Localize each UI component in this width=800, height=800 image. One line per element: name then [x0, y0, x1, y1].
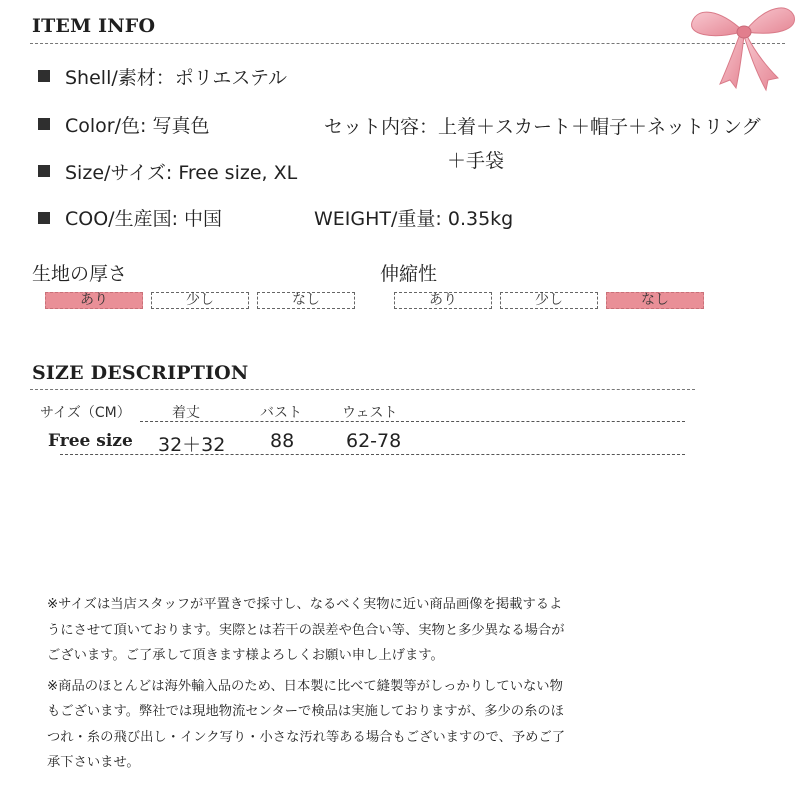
size-header-waist: ウェスト	[342, 405, 398, 421]
size-row-waist: 62-78	[346, 430, 402, 452]
note-line: うにさせて頂いております。実際とは若干の誤差や色合い等、実物と多少異なる場合が	[47, 622, 565, 638]
size-row-underline	[60, 454, 685, 455]
thickness-option-ari: あり	[45, 292, 143, 309]
size-header-underline	[140, 421, 685, 422]
bullet-icon	[38, 212, 50, 224]
shell-material: Shell/素材：ポリエステル	[65, 67, 288, 89]
set-contents: セット内容：上着＋スカート＋帽子＋ネットリング	[324, 116, 761, 138]
bullet-icon	[38, 165, 50, 177]
stretch-label: 伸縮性	[380, 263, 438, 285]
stretch-option-ari: あり	[394, 292, 492, 309]
size-header-length: 着丈	[172, 405, 200, 421]
size-description-divider	[30, 389, 695, 390]
size-info: Size/サイズ: Free size, XL	[65, 162, 298, 184]
notes-block	[47, 592, 565, 776]
size-header-bust: バスト	[260, 405, 302, 421]
fabric-thickness-label: 生地の厚さ	[32, 263, 128, 285]
size-row-bust: 88	[270, 430, 295, 452]
set-contents-cont: ＋手袋	[447, 150, 505, 172]
note-line: つれ・糸の飛び出し・インク写り・小さな汚れ等ある場合もございますので、予めご了	[47, 729, 566, 745]
thickness-option-nashi: なし	[257, 292, 355, 309]
coo-info: COO/生産国: 中国	[65, 208, 223, 230]
item-info-heading: ITEM INFO	[32, 15, 156, 37]
note-line: 承下さいませ。	[47, 755, 140, 770]
size-header-size: サイズ（CM）	[40, 405, 131, 421]
ribbon-bow-icon	[680, 0, 800, 92]
note-line: もございます。弊社では現地物流センターで検品は実施しておりますが、多少の糸のほ	[47, 704, 564, 719]
weight-info: WEIGHT/重量: 0.35kg	[314, 208, 514, 230]
stretch-option-sukoshi: 少し	[500, 292, 598, 309]
thickness-option-sukoshi: 少し	[151, 292, 249, 309]
color-info: Color/色: 写真色	[65, 115, 210, 137]
size-row-label: Free size	[48, 431, 133, 451]
note-line: ※商品のほとんどは海外輸入品のため、日本製に比べて縫製等がしっかりしていない物	[47, 678, 563, 694]
size-description-heading: SIZE DESCRIPTION	[32, 362, 249, 384]
bullet-icon	[38, 70, 50, 82]
note-line: ございます。ご了承して頂きます様よろしくお願い申し上げます。	[47, 648, 444, 663]
item-info-divider	[30, 43, 785, 44]
stretch-option-nashi: なし	[606, 292, 704, 309]
bullet-icon	[38, 118, 50, 130]
note-line: ※サイズは当店スタッフが平置きで採寸し、なるべく実物に近い商品画像を掲載するよ	[47, 597, 563, 612]
size-row-length: 32＋32	[158, 434, 226, 456]
